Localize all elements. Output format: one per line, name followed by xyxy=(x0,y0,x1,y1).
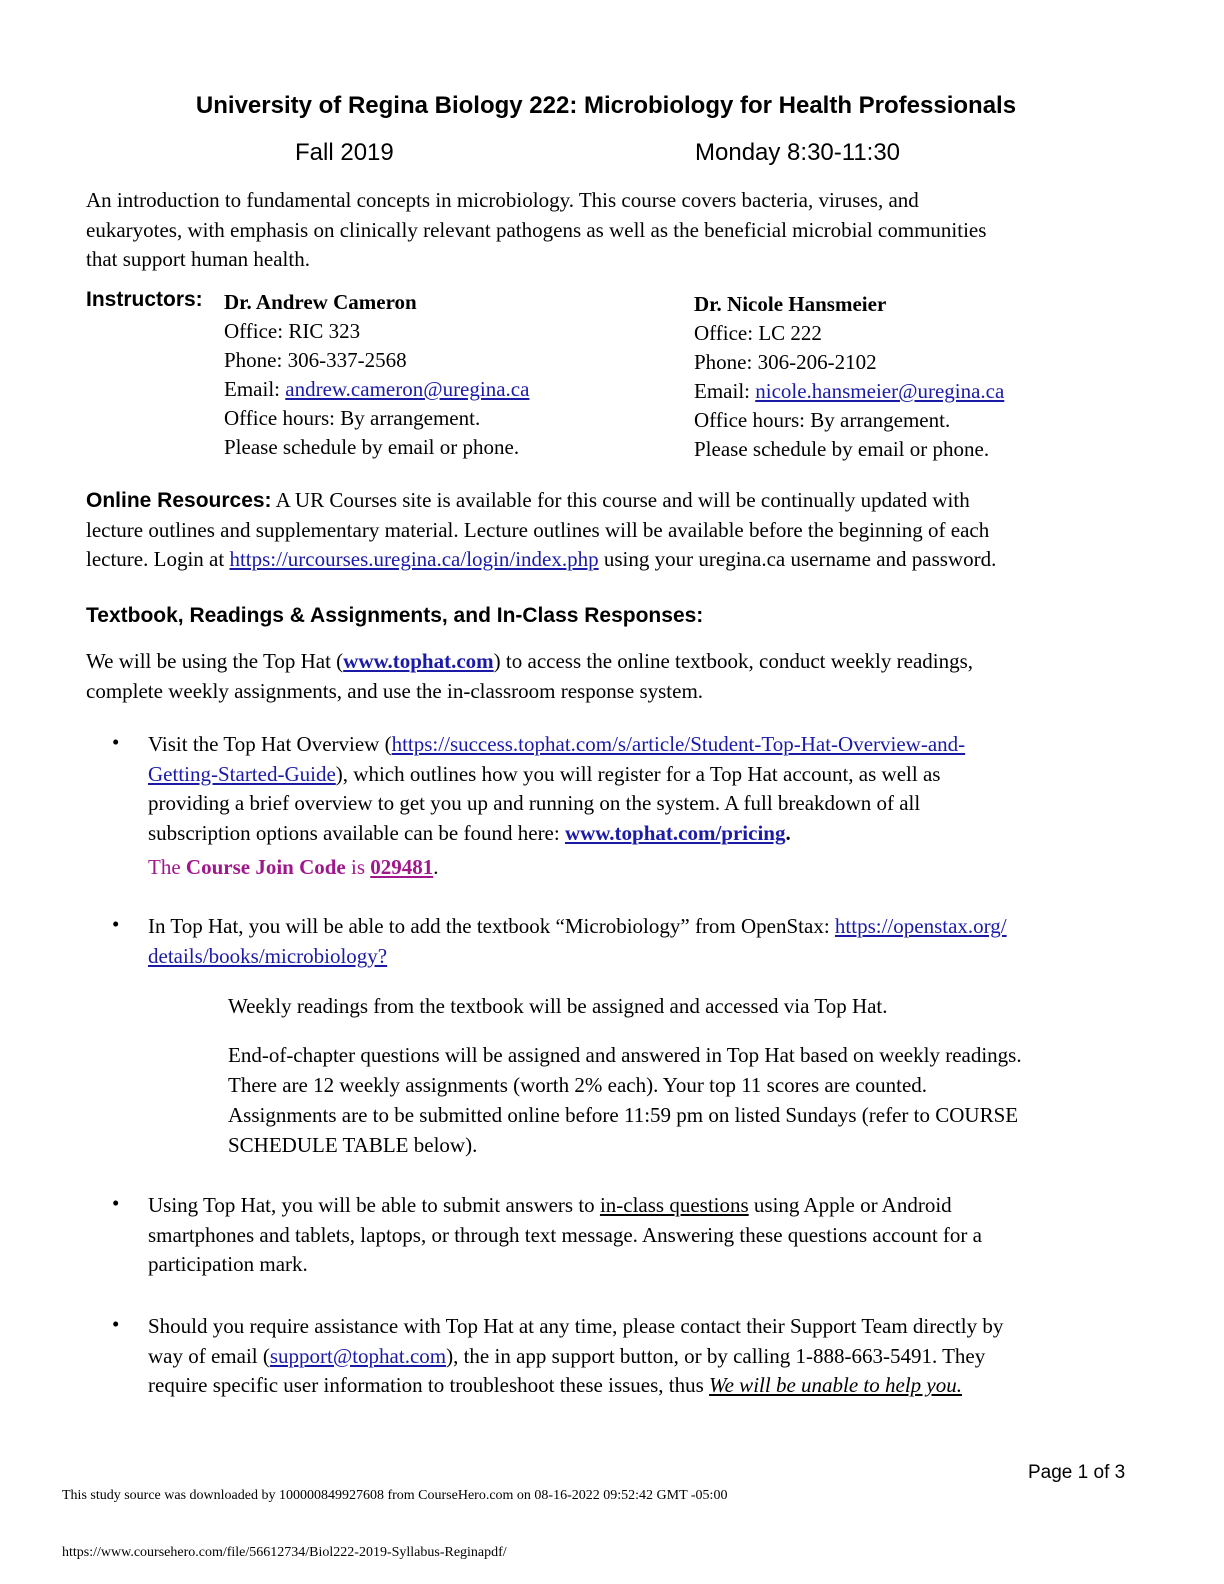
instructor-phone: Phone: 306-337-2568 xyxy=(224,348,407,372)
online-line-2: lecture outlines and supplementary material. Lecture outlines will be available before the beginning of each xyxy=(86,517,990,542)
text: using Apple or Android xyxy=(748,1193,952,1217)
bullet-item-textbook xyxy=(148,912,1007,971)
text: require specific user information to troubleshoot these issues, thus xyxy=(148,1373,710,1397)
instructor-email-row xyxy=(224,375,529,404)
openstax-link-cont[interactable]: details/books/microbiology? xyxy=(148,943,388,968)
tophat-overview-link-cont[interactable]: Getting-Started-Guide xyxy=(148,761,336,786)
instructor-schedule-note: Please schedule by email or phone. xyxy=(694,437,990,461)
bullet-line: providing a brief overview to get you up and running on the system. A full breakdown of all xyxy=(148,791,921,815)
text: We will be using the Top Hat ( xyxy=(86,649,344,673)
text: Using Top Hat, you will be able to submit answers to xyxy=(148,1193,600,1217)
online-line-3 xyxy=(86,545,996,575)
text: In Top Hat, you will be able to add the textbook “Microbiology” from OpenStax: xyxy=(148,914,835,938)
class-schedule: Monday 8:30-11:30 xyxy=(695,139,901,166)
online-text: using your uregina.ca username and password. xyxy=(598,547,997,571)
text: ) to access the online textbook, conduct weekly readings, xyxy=(493,649,974,673)
instructor-name: Dr. Nicole Hansmeier xyxy=(694,292,887,316)
email-link-cameron[interactable]: andrew.cameron@uregina.ca xyxy=(285,377,530,401)
urcourses-link[interactable]: https://urcourses.uregina.ca/login/index.php xyxy=(229,547,599,571)
weekly-readings: Weekly readings from the textbook will be assigned and accessed via Top Hat. xyxy=(228,994,888,1018)
instructor-card-cameron xyxy=(224,288,529,462)
eoc-line: There are 12 weekly assignments (worth 2% each). Your top 11 scores are counted. xyxy=(228,1073,928,1097)
tophat-overview-link[interactable]: https://success.tophat.com/s/article/Student-Top-Hat-Overview-and- xyxy=(391,732,966,756)
eoc-line: End-of-chapter questions will be assigned and answered in Top Hat based on weekly readings. xyxy=(228,1043,1022,1067)
bullet-item-inclass xyxy=(148,1191,982,1280)
eoc-line: Assignments are to be submitted online before 11:59 pm on listed Sundays (refer to COURSE xyxy=(228,1103,1019,1127)
instructor-office: Office: RIC 323 xyxy=(224,319,361,343)
text: ), the in app support button, or by calling 1-888-663-5491. They xyxy=(446,1343,986,1368)
instructor-phone: Phone: 306-206-2102 xyxy=(694,350,877,374)
text: way of email ( xyxy=(148,1343,270,1368)
online-heading: Online Resources: xyxy=(86,489,272,512)
tophat-pricing-link[interactable]: www.tophat.com/pricing xyxy=(564,820,786,845)
bullet-line xyxy=(148,760,965,790)
bullet-line: smartphones and tablets, laptops, or through text message. Answering these questions account for a xyxy=(148,1222,982,1247)
online-text: A UR Courses site is available for this course and will be continually updated with xyxy=(271,488,970,512)
bullet-line xyxy=(148,1191,982,1221)
end-of-chapter-questions xyxy=(228,1040,1022,1160)
bullet-line: Should you require assistance with Top Hat at any time, please contact their Support Team directly by xyxy=(148,1314,1004,1338)
text: ), which outlines how you will register for a Top Hat account, as well as xyxy=(335,761,941,786)
tophat-link[interactable]: www.tophat.com xyxy=(343,649,494,673)
instructor-email-row xyxy=(694,377,1004,406)
support-email-link[interactable]: support@tophat.com xyxy=(269,1343,447,1368)
intro-line: that support human health. xyxy=(86,247,310,271)
bullet-icon: • xyxy=(112,730,120,754)
email-link-hansmeier[interactable]: nicole.hansmeier@uregina.ca xyxy=(755,379,1005,403)
instructor-name: Dr. Andrew Cameron xyxy=(224,290,417,314)
textbook-intro-line-1 xyxy=(86,647,973,677)
instructor-card-hansmeier xyxy=(694,290,1004,464)
bullet-icon: • xyxy=(112,1191,120,1215)
text: subscription options available can be found here: xyxy=(148,820,565,845)
intro-line: An introduction to fundamental concepts in microbiology. This course covers bacteria, viruses, and xyxy=(86,188,919,212)
eoc-line: SCHEDULE TABLE below). xyxy=(228,1133,478,1157)
bullet-item-support xyxy=(148,1312,1003,1401)
emphasis-text: We will be unable to help you. xyxy=(709,1373,962,1397)
text: Visit the Top Hat Overview ( xyxy=(148,732,392,756)
course-description xyxy=(86,186,986,275)
bullet-line: participation mark. xyxy=(148,1252,308,1276)
bullet-icon: • xyxy=(112,1312,120,1336)
page-number: Page 1 of 3 xyxy=(1028,1462,1126,1483)
bullet-line xyxy=(148,819,965,849)
in-class-questions: in-class questions xyxy=(599,1193,749,1217)
term: Fall 2019 xyxy=(295,139,394,166)
instructor-hours: Office hours: By arrangement. xyxy=(694,408,951,432)
bullet-line xyxy=(148,730,965,760)
page-title: University of Regina Biology 222: Microbiology for Health Professionals xyxy=(195,92,1017,119)
textbook-heading: Textbook, Readings & Assignments, and In-Class Responses: xyxy=(86,604,704,627)
text: The xyxy=(148,855,186,879)
text: is xyxy=(345,855,371,879)
join-code-value[interactable]: 029481 xyxy=(370,855,434,879)
email-label: Email: xyxy=(224,377,286,401)
text: . xyxy=(433,855,439,879)
email-label: Email: xyxy=(694,379,756,403)
join-code-label: Course Join Code xyxy=(185,855,346,879)
bullet-line xyxy=(148,1342,1003,1372)
openstax-link[interactable]: https://openstax.org/ xyxy=(834,914,1007,938)
bullet-line xyxy=(148,912,1007,942)
instructor-hours: Office hours: By arrangement. xyxy=(224,406,481,430)
bullet-icon: • xyxy=(112,912,120,936)
intro-line: eukaryotes, with emphasis on clinically relevant pathogens as well as the beneficial microbial communities xyxy=(86,217,987,242)
download-notice: This study source was downloaded by 100000849927608 from CourseHero.com on 08-16-2022 09:52:42 GMT -05:00 xyxy=(62,1488,728,1503)
instructor-schedule-note: Please schedule by email or phone. xyxy=(224,435,520,459)
course-join-code xyxy=(148,853,965,883)
instructors-label: Instructors: xyxy=(86,288,203,311)
online-text: lecture. Login at xyxy=(86,547,230,571)
text: . xyxy=(785,820,791,845)
textbook-intro-line-2: complete weekly assignments, and use the in-classroom response system. xyxy=(86,678,704,703)
online-line-1 xyxy=(86,486,996,516)
bullet-item-overview xyxy=(148,730,965,883)
source-url: https://www.coursehero.com/file/56612734/Biol222-2019-Syllabus-Reginapdf/ xyxy=(62,1545,507,1560)
bullet-line xyxy=(148,942,1007,972)
instructor-office: Office: LC 222 xyxy=(694,321,822,345)
online-resources xyxy=(86,486,996,575)
bullet-line xyxy=(148,1371,1003,1401)
textbook-intro xyxy=(86,647,973,706)
